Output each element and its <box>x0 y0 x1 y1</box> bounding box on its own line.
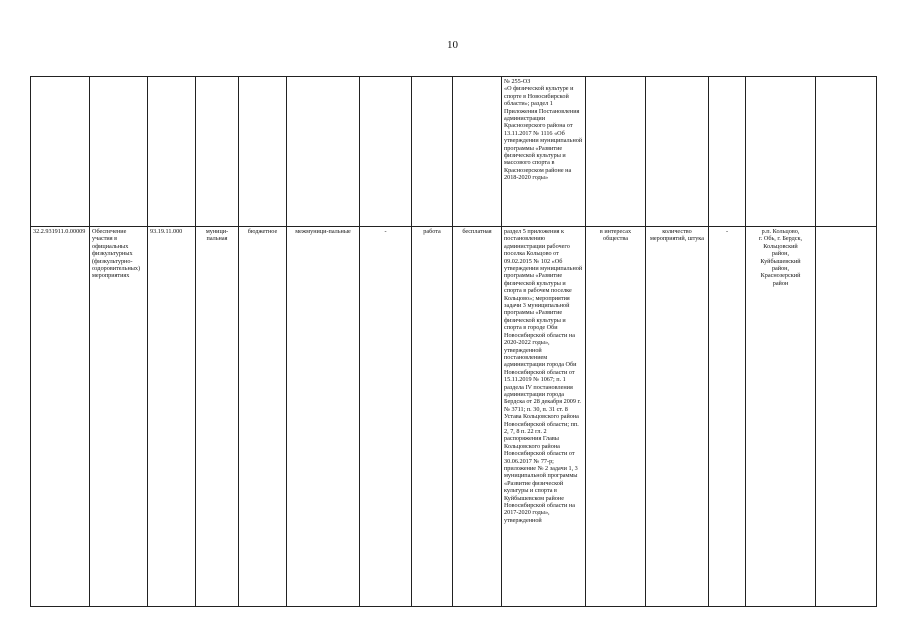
cell-legal-basis: № 255-ОЗ «О физической культуре и спорте в Новосибирской области»; раздел 1 Приложения Постановления администрации Краснозерского района от 13.11.2017 № 1116 «Об утверждении муниципальной программы «Развитие физической культуры и массового спорта в Краснозерском районе на 2018-2020 годы» <box>502 77 586 227</box>
cell-place <box>746 77 816 227</box>
cell-scope <box>287 77 360 227</box>
cell-empty <box>816 227 877 607</box>
cell-okpd: 93.19.11.000 <box>148 227 196 607</box>
cell-funding <box>239 77 287 227</box>
page-number: 10 <box>447 39 458 51</box>
cell-kind: работа <box>412 227 453 607</box>
table-row <box>31 77 877 227</box>
cell-code <box>31 77 90 227</box>
cell-place: р.п. Кольцово, г. Обь, г. Бердск, Кольцовский район, Куйбышевский район, Краснозерский район <box>746 227 816 607</box>
cell-level: муници-пальная <box>196 227 239 607</box>
cell-consumer <box>586 77 646 227</box>
cell-indicator <box>646 77 709 227</box>
cell-dash: - <box>360 227 412 607</box>
registry-table <box>30 76 877 607</box>
cell-payment: бесплатная <box>453 227 502 607</box>
cell-legal-basis: раздел 5 приложения к постановлению администрации рабочего поселка Кольцово от 09.02.2015 № 102 «Об утверждении муниципальной программы «Развитие физической культуры и спорта в рабочем поселке Кольцово»; мероприятия задачи 3 муниципальной программы «Развитие физической культуры и спорта в городе Оби Новосибирской области на 2020-2022 годы», утвержденной постановлением администрации города Оби Новосибирской области от 15.11.2019 № 1067; п. 1 раздела IV постановления администрации города Бердска от 28 декабря 2009 г. № 3711; п. 30, п. 31 ст. 8 Устава Кольцовского района Новосибирской области; пп. 2, 7, 8 п. 22 гл. 2 распоряжения Главы Кольцовского района Новосибирской области от 30.06.2017 № 77-р; приложение № 2 задачи 1, 3 муниципальной программы «Развитие физической культуры и спорта в Куйбышевском районе Новосибирской области на 2017-2020 годы», утвержденной <box>502 227 586 607</box>
cell-scope: межмуници-пальные <box>287 227 360 607</box>
cell-code: 32.2.931911.0.00009 <box>31 227 90 607</box>
cell-funding: бюджетное <box>239 227 287 607</box>
cell-dash: - <box>709 227 746 607</box>
cell-okpd <box>148 77 196 227</box>
cell-name <box>90 77 148 227</box>
cell-payment <box>453 77 502 227</box>
cell-level <box>196 77 239 227</box>
cell-indicator: количество мероприятий, штука <box>646 227 709 607</box>
cell-consumer: в интересах общества <box>586 227 646 607</box>
cell-dash <box>360 77 412 227</box>
cell-kind <box>412 77 453 227</box>
cell-name: Обеспечение участия в официальных физкультурных (физкультурно-оздоровительных) мероприятиях <box>90 227 148 607</box>
cell-empty <box>816 77 877 227</box>
table-row <box>31 227 877 607</box>
cell-dash <box>709 77 746 227</box>
